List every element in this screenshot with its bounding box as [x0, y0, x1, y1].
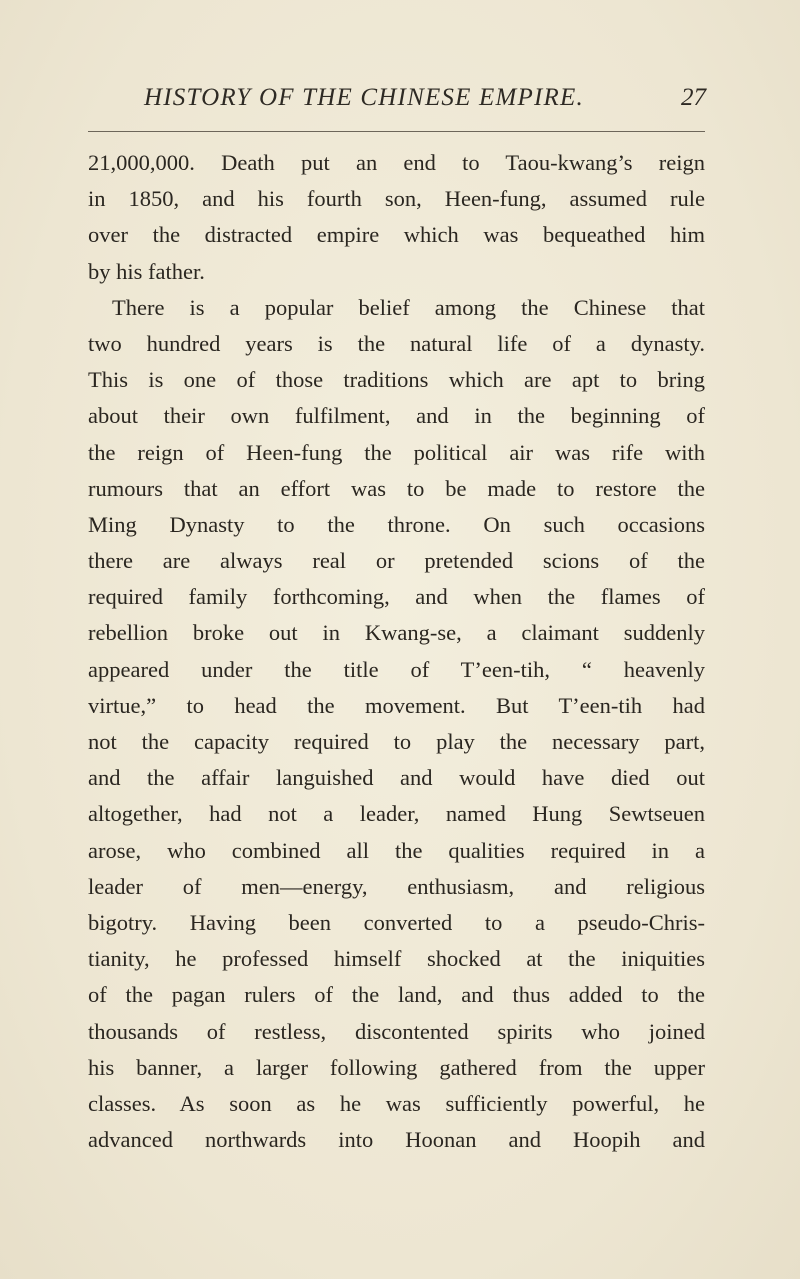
page-number: 27	[681, 84, 706, 111]
text-line: altogether, had not a leader, named Hung Sewtseuen	[88, 801, 705, 827]
text-line: there are always real or pretended scions of the	[88, 548, 705, 574]
text-line: 21,000,000. Death put an end to Taou-kwang’s reign	[88, 150, 705, 175]
text-line: There is a popular belief among the Chinese that	[112, 294, 705, 320]
text-line: rebellion broke out in Kwang-se, a claimant suddenly	[88, 620, 705, 646]
text-line: and the affair languished and would have died out	[88, 765, 705, 791]
running-head	[86, 84, 706, 120]
text-line: tianity, he professed himself shocked at the iniquities	[88, 946, 705, 972]
text-line: This is one of those traditions which are apt to bring	[88, 367, 705, 393]
text-line: leader of men—energy, enthusiasm, and religious	[88, 873, 705, 899]
text-line: appeared under the title of T’een-tih, “ heavenly	[88, 656, 705, 682]
text-line: Ming Dynasty to the throne. On such occasions	[88, 511, 705, 537]
text-line: virtue,” to head the movement. But T’een-tih had	[88, 692, 705, 718]
text-line: rumours that an effort was to be made to restore the	[88, 475, 705, 501]
text-line: bigotry. Having been converted to a pseudo-Chris-	[88, 909, 705, 935]
header-rule	[88, 131, 705, 132]
text-line: by his father.	[88, 258, 205, 284]
body-text	[88, 145, 705, 1158]
text-line: thousands of restless, discontented spirits who joined	[88, 1018, 705, 1044]
text-line: in 1850, and his fourth son, Heen-fung, assumed rule	[88, 186, 705, 212]
text-line: over the distracted empire which was bequeathed him	[88, 222, 705, 248]
text-line: required family forthcoming, and when the flames of	[88, 584, 705, 610]
text-line: classes. As soon as he was sufficiently powerful, he	[88, 1090, 705, 1116]
running-title: HISTORY OF THE CHINESE EMPIRE.	[144, 84, 584, 111]
text-line: arose, who combined all the qualities required in a	[88, 837, 705, 863]
text-line: the reign of Heen-fung the political air was rife with	[88, 439, 705, 465]
text-line: of the pagan rulers of the land, and thus added to the	[88, 982, 705, 1008]
text-line: two hundred years is the natural life of a dynasty.	[88, 330, 705, 356]
text-line: not the capacity required to play the necessary part,	[88, 729, 705, 754]
text-line: about their own fulfilment, and in the beginning of	[88, 403, 705, 429]
text-line: advanced northwards into Hoonan and Hoopih and	[88, 1127, 705, 1153]
text-line: his banner, a larger following gathered from the upper	[88, 1054, 705, 1080]
